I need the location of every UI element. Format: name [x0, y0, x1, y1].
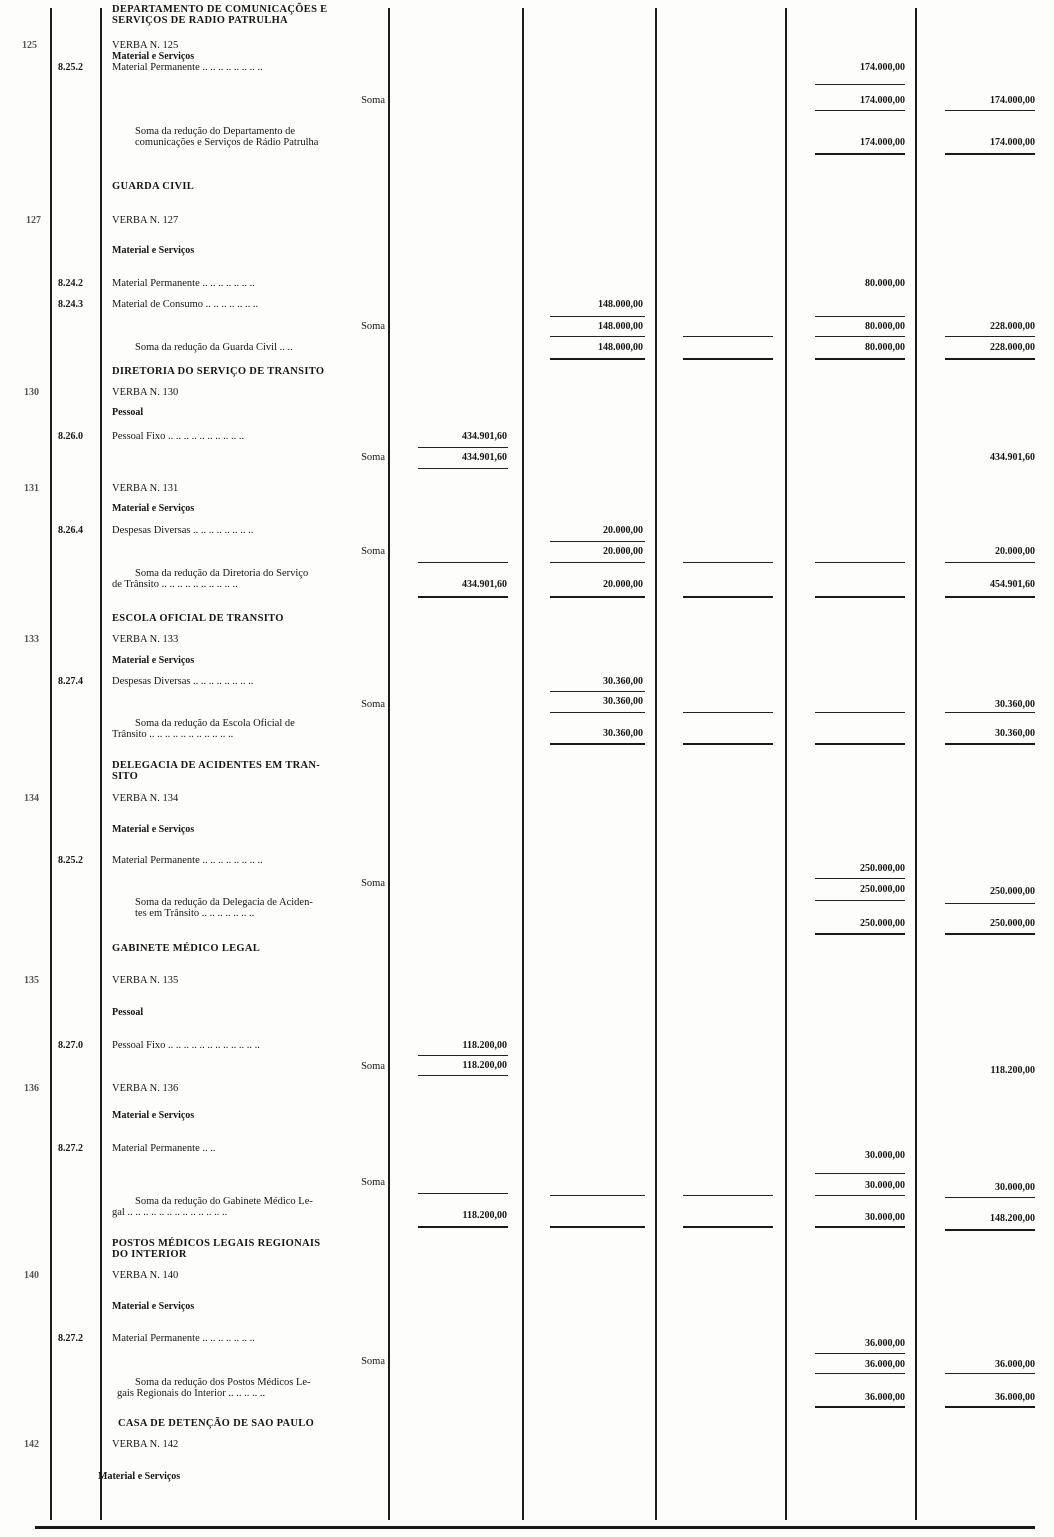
rule [550, 691, 645, 692]
subhead: Material e Serviços [112, 503, 195, 514]
reduction-line: gais Regionais do Interior .. .. .. .. .. [117, 1388, 266, 1399]
rule [683, 1195, 773, 1196]
value: 30.000,00 [995, 1182, 1035, 1193]
value: 148.200,00 [990, 1213, 1035, 1224]
value: 434.901,60 [462, 431, 507, 442]
item-desc: Material Permanente .. .. .. .. .. .. .. .. [112, 62, 263, 73]
rule [550, 316, 645, 317]
rule [815, 336, 905, 337]
rule [815, 743, 905, 745]
section-title: DELEGACIA DE ACIDENTES EM TRAN- [112, 760, 321, 771]
item-desc: Material de Consumo .. .. .. .. .. .. .. [112, 299, 259, 310]
rule [418, 1226, 508, 1228]
soma-label: Soma [361, 878, 385, 889]
value: 36.000,00 [865, 1392, 905, 1403]
value: 250.000,00 [860, 863, 905, 874]
rule [945, 903, 1035, 904]
soma-label: Soma [361, 546, 385, 557]
reduction-line: Soma da redução da Guarda Civil .. .. [135, 342, 293, 353]
value: 118.200,00 [462, 1210, 507, 1221]
value: 20.000,00 [603, 579, 643, 590]
value: 434.901,60 [990, 452, 1035, 463]
rule [418, 447, 508, 448]
item-code: 8.26.4 [58, 525, 83, 536]
item-desc: Material Permanente .. .. .. .. .. .. .. [112, 278, 255, 289]
rule [815, 712, 905, 713]
value: 36.000,00 [995, 1359, 1035, 1370]
item-desc: Pessoal Fixo .. .. .. .. .. .. .. .. .. .. .. .. [112, 1040, 260, 1051]
subhead: Pessoal [112, 407, 144, 418]
value: 20.000,00 [603, 546, 643, 557]
rule [945, 336, 1035, 337]
section-title: DIRETORIA DO SERVIÇO DE TRANSITO [112, 366, 325, 377]
item-code: 8.26.0 [58, 431, 83, 442]
verba-label: VERBA N. 134 [112, 793, 179, 804]
value: 250.000,00 [990, 918, 1035, 929]
verba-number: 140 [24, 1270, 39, 1281]
rule [945, 743, 1035, 745]
rule [945, 1406, 1035, 1408]
subhead: Material e Serviços [112, 1301, 195, 1312]
verba-label: VERBA N. 130 [112, 387, 179, 398]
item-desc: Material Permanente .. .. .. .. .. .. .. .. [112, 855, 263, 866]
rule [945, 153, 1035, 155]
column-rule [522, 8, 524, 1520]
rule [418, 1055, 508, 1056]
column-rule [100, 8, 102, 1520]
value: 30.000,00 [865, 1212, 905, 1223]
rule [683, 562, 773, 563]
value: 30.360,00 [603, 696, 643, 707]
value: 80.000,00 [865, 342, 905, 353]
rule [945, 933, 1035, 935]
rule [550, 1226, 645, 1228]
section-title: POSTOS MÉDICOS LEGAIS REGIONAIS [112, 1238, 321, 1249]
value: 148.000,00 [598, 342, 643, 353]
rule [815, 596, 905, 598]
value: 36.000,00 [995, 1392, 1035, 1403]
reduction-line: Trânsito .. .. .. .. .. .. .. .. .. .. .. [112, 729, 234, 740]
value: 36.000,00 [865, 1338, 905, 1349]
rule [815, 1173, 905, 1174]
verba-label: VERBA N. 131 [112, 483, 179, 494]
value: 30.360,00 [603, 676, 643, 687]
item-desc: Material Permanente .. .. [112, 1143, 216, 1154]
reduction-line: gal .. .. .. .. .. .. .. .. .. .. .. .. .. [112, 1207, 228, 1218]
rule [815, 878, 905, 879]
item-desc: Despesas Diversas .. .. .. .. .. .. .. .. [112, 525, 254, 536]
verba-number: 133 [24, 634, 39, 645]
rule [418, 596, 508, 598]
value: 30.360,00 [603, 728, 643, 739]
verba-number: 136 [24, 1083, 39, 1094]
soma-label: Soma [361, 1177, 385, 1188]
reduction-line: Soma da redução do Gabinete Médico Le- [135, 1196, 313, 1207]
rule [945, 1229, 1035, 1231]
value: 250.000,00 [860, 884, 905, 895]
reduction-line: de Trânsito .. .. .. .. .. .. .. .. .. .. [112, 579, 238, 590]
soma-label: Soma [361, 1061, 385, 1072]
item-code: 8.27.2 [58, 1333, 83, 1344]
subhead: Material e Serviços [112, 655, 195, 666]
soma-label: Soma [361, 699, 385, 710]
rule [945, 110, 1035, 111]
rule [815, 900, 905, 901]
rule [550, 358, 645, 360]
item-code: 8.27.2 [58, 1143, 83, 1154]
rule [683, 1226, 773, 1228]
column-rule [785, 8, 787, 1520]
rule [815, 84, 905, 85]
bottom-rule [35, 1526, 1035, 1529]
section-title: DEPARTAMENTO DE COMUNICAÇÕES E [112, 4, 328, 15]
subhead: Pessoal [112, 1007, 144, 1018]
value: 118.200,00 [990, 1065, 1035, 1076]
column-rule [655, 8, 657, 1520]
item-desc: Material Permanente .. .. .. .. .. .. .. [112, 1333, 255, 1344]
rule [815, 1373, 905, 1374]
rule [815, 933, 905, 935]
item-code: 8.24.3 [58, 299, 83, 310]
rule [418, 562, 508, 563]
value: 118.200,00 [462, 1040, 507, 1051]
soma-label: Soma [361, 95, 385, 106]
subhead: Material e Serviços [98, 1471, 181, 1482]
verba-number: 131 [24, 483, 39, 494]
column-rule [388, 8, 390, 1520]
rule [815, 1226, 905, 1228]
verba-label: VERBA N. 136 [112, 1083, 179, 1094]
rule [815, 358, 905, 360]
subhead: Material e Serviços [112, 51, 195, 62]
verba-number: 142 [24, 1439, 39, 1450]
rule [815, 110, 905, 111]
verba-number: 130 [24, 387, 39, 398]
item-code: 8.27.4 [58, 676, 83, 687]
reduction-line: Soma da redução do Departamento de [135, 126, 296, 137]
soma-label: Soma [361, 1356, 385, 1367]
value: 80.000,00 [865, 278, 905, 289]
rule [418, 1075, 508, 1076]
value: 434.901,60 [462, 579, 507, 590]
verba-number: 134 [24, 793, 39, 804]
verba-label: VERBA N. 127 [112, 215, 179, 226]
subhead: Material e Serviços [112, 245, 195, 256]
value: 30.000,00 [865, 1180, 905, 1191]
rule [815, 1195, 905, 1196]
value: 80.000,00 [865, 321, 905, 332]
reduction-line: Soma da redução da Diretoria do Serviço [135, 568, 309, 579]
verba-label: VERBA N. 135 [112, 975, 179, 986]
rule [945, 562, 1035, 563]
section-title: CASA DE DETENÇÃO DE SAO PAULO [118, 1418, 315, 1429]
rule [550, 541, 645, 542]
item-desc: Despesas Diversas .. .. .. .. .. .. .. .. [112, 676, 254, 687]
column-rule [915, 8, 917, 1520]
rule [945, 712, 1035, 713]
value: 174.000,00 [990, 137, 1035, 148]
rule [945, 1373, 1035, 1374]
value: 148.000,00 [598, 299, 643, 310]
section-title: GABINETE MÉDICO LEGAL [112, 943, 261, 954]
rule [815, 562, 905, 563]
verba-label: VERBA N. 125 [112, 40, 179, 51]
rule [945, 1197, 1035, 1198]
section-title: DO INTERIOR [112, 1249, 187, 1260]
section-title: SERVIÇOS DE RADIO PATRULHA [112, 15, 288, 26]
value: 118.200,00 [462, 1060, 507, 1071]
rule [418, 1193, 508, 1194]
value: 228.000,00 [990, 342, 1035, 353]
value: 20.000,00 [603, 525, 643, 536]
verba-number: 135 [24, 975, 39, 986]
value: 250.000,00 [860, 918, 905, 929]
reduction-line: Soma da redução da Delegacia de Aciden- [135, 897, 313, 908]
value: 228.000,00 [990, 321, 1035, 332]
reduction-line: tes em Trânsito .. .. .. .. .. .. .. [135, 908, 255, 919]
value: 36.000,00 [865, 1359, 905, 1370]
verba-number: 125 [22, 40, 37, 51]
verba-number: 127 [26, 215, 41, 226]
item-code: 8.25.2 [58, 62, 83, 73]
value: 20.000,00 [995, 546, 1035, 557]
rule [815, 1406, 905, 1408]
value: 174.000,00 [990, 95, 1035, 106]
rule [945, 358, 1035, 360]
rule [683, 336, 773, 337]
soma-label: Soma [361, 452, 385, 463]
section-title: GUARDA CIVIL [112, 181, 195, 192]
rule [550, 743, 645, 745]
value: 454.901,60 [990, 579, 1035, 590]
item-code: 8.24.2 [58, 278, 83, 289]
verba-label: VERBA N. 142 [112, 1439, 179, 1450]
rule [550, 596, 645, 598]
value: 174.000,00 [860, 95, 905, 106]
rule [815, 153, 905, 155]
rule [550, 336, 645, 337]
value: 174.000,00 [860, 137, 905, 148]
verba-label: VERBA N. 140 [112, 1270, 179, 1281]
item-desc: Pessoal Fixo .. .. .. .. .. .. .. .. .. .. [112, 431, 245, 442]
value: 30.360,00 [995, 728, 1035, 739]
value: 148.000,00 [598, 321, 643, 332]
item-code: 8.25.2 [58, 855, 83, 866]
section-title: ESCOLA OFICIAL DE TRANSITO [112, 613, 284, 624]
verba-label: VERBA N. 133 [112, 634, 179, 645]
reduction-line: Soma da redução da Escola Oficial de [135, 718, 295, 729]
rule [945, 596, 1035, 598]
value: 30.000,00 [865, 1150, 905, 1161]
item-code: 8.27.0 [58, 1040, 83, 1051]
rule [683, 712, 773, 713]
soma-label: Soma [361, 321, 385, 332]
subhead: Material e Serviços [112, 1110, 195, 1121]
value: 250.000,00 [990, 886, 1035, 897]
rule [550, 712, 645, 713]
rule [418, 468, 508, 469]
rule [683, 358, 773, 360]
value: 434.901,60 [462, 452, 507, 463]
value: 30.360,00 [995, 699, 1035, 710]
rule [683, 743, 773, 745]
rule [815, 316, 905, 317]
value: 174.000,00 [860, 62, 905, 73]
rule [815, 1353, 905, 1354]
reduction-line: Soma da redução dos Postos Médicos Le- [135, 1377, 311, 1388]
rule [550, 1195, 645, 1196]
column-rule [50, 8, 52, 1520]
rule [550, 562, 645, 563]
section-title: SITO [112, 771, 139, 782]
reduction-line: comunicações e Serviços de Rádio Patrulha [135, 137, 319, 148]
rule [683, 596, 773, 598]
subhead: Material e Serviços [112, 824, 195, 835]
